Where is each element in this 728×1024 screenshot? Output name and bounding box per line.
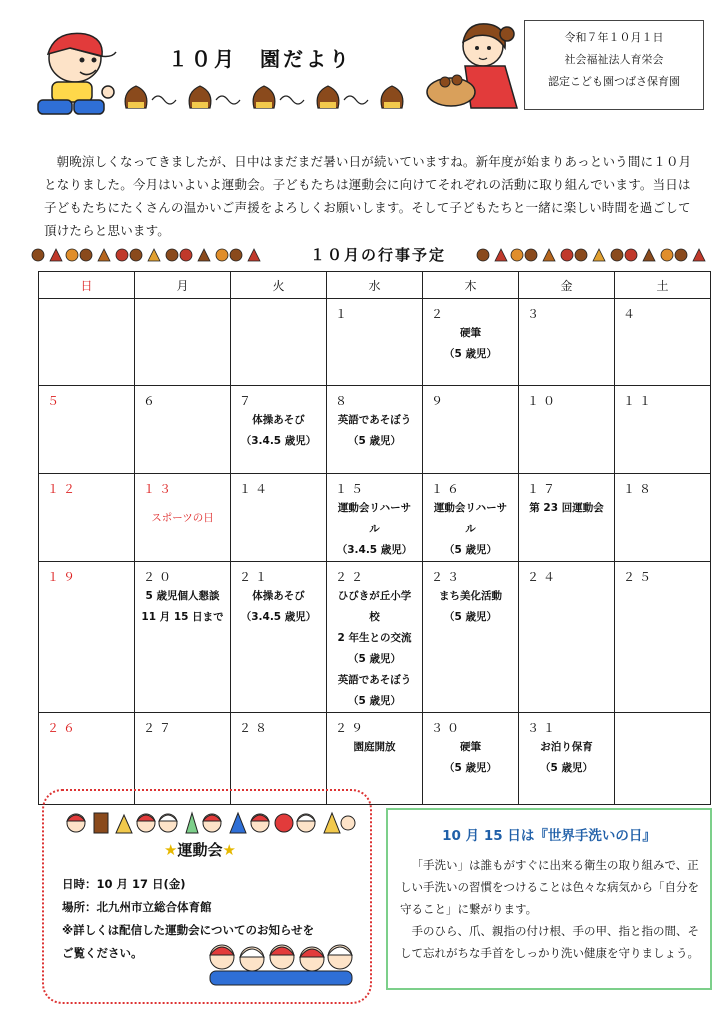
event-text (429, 498, 518, 561)
calendar-cell-day-18 (615, 474, 711, 562)
event-text (429, 737, 518, 779)
event-line: 2 年生との交流 (337, 632, 412, 644)
handwashing-paragraph-2: 手のひら、爪、親指の付け根、手の甲、指と指の間、そして忘れがちな手首をしっかり洗い健康を守りましょう。 (400, 924, 699, 960)
newsletter-title: １０月 園だより (168, 47, 352, 71)
event-text (525, 498, 614, 519)
event-line: まち美化活動 (439, 590, 502, 602)
calendar-cell-day-23 (423, 562, 519, 713)
day-number: ８ (335, 394, 352, 408)
day-number: ４ (623, 307, 640, 321)
star-icon: ★ (164, 841, 178, 859)
day-number: １１ (623, 394, 656, 408)
day-number: ３１ (527, 721, 560, 735)
calendar-cell-day-14 (231, 474, 327, 562)
day-number: ２ (431, 307, 448, 321)
calendar-week-2 (39, 386, 711, 474)
weekday-mon: 月 (135, 272, 231, 299)
event-line: 体操あそび (252, 590, 305, 602)
calendar-cell-day-15 (327, 474, 423, 562)
day-number: １０ (527, 394, 560, 408)
event-line: 硬筆 (460, 327, 481, 339)
calendar-cell-day-17 (519, 474, 615, 562)
day-number: ２０ (143, 570, 176, 584)
calendar-week-4 (39, 562, 711, 713)
weekday-header-row (39, 272, 711, 299)
day-number: ５ (47, 394, 64, 408)
event-text (333, 498, 422, 561)
calendar-cell-day-7 (231, 386, 327, 474)
day-number: ６ (143, 394, 160, 408)
schedule-header (30, 242, 710, 268)
day-number: １６ (431, 482, 464, 496)
weekday-sun: 日 (39, 272, 135, 299)
event-line: 体操あそび (252, 414, 305, 426)
autumn-decoration-left (30, 246, 270, 264)
calendar-cell-day-8 (327, 386, 423, 474)
calendar-cell-day-20 (135, 562, 231, 713)
day-number: １２ (47, 482, 80, 496)
event-line: 硬筆 (460, 741, 481, 753)
issuer-info-box (524, 20, 704, 110)
calendar-cell-empty (135, 299, 231, 386)
calendar-cell-day-12 (39, 474, 135, 562)
sports-day-note: ※詳しくは配信した運動会についてのお知らせを (62, 923, 315, 937)
event-text (333, 737, 422, 758)
event-text (237, 586, 326, 628)
event-text (333, 410, 422, 452)
day-number: ２９ (335, 721, 368, 735)
calendar-cell-day-1 (327, 299, 423, 386)
intro-paragraph: 朝晩涼しくなってきましたが、日中はまだまだ暑い日が続いていますね。新年度が始まりあっという間に１０月となりました。今月はいよいよ運動会。子どもたちは運動会に向けてそれぞれの活動に取り組んでいます。当日は子どもたちにたくさんの温かいご声援をよろしくお願いします。そして子どもたちと一緒に楽しい時間を過ごして頂けたらと思います。 (44, 154, 692, 238)
event-line: （5 歳児） (348, 695, 401, 707)
calendar-cell-day-3 (519, 299, 615, 386)
weekday-tue: 火 (231, 272, 327, 299)
calendar-cell-day-30 (423, 713, 519, 805)
event-text (333, 586, 422, 712)
handwashing-body (400, 854, 702, 964)
event-line: 11 月 15 日まで (141, 611, 224, 623)
calendar-cell-empty (39, 299, 135, 386)
day-number: １３ (143, 482, 176, 496)
calendar-cell-day-24 (519, 562, 615, 713)
organization-name: 社会福祉法人育栄会 (564, 53, 664, 66)
event-line: 英語であそぼう (337, 414, 412, 426)
day-number: ２３ (431, 570, 464, 584)
autumn-decoration-right (475, 246, 715, 264)
day-number: ７ (239, 394, 256, 408)
calendar-cell-day-5 (39, 386, 135, 474)
calendar-cell-empty (231, 299, 327, 386)
weekday-fri: 金 (519, 272, 615, 299)
event-line: （5 歳児） (348, 653, 401, 665)
event-line: 運動会リハーサル (433, 502, 508, 535)
day-number: １４ (239, 482, 272, 496)
day-number: １８ (623, 482, 656, 496)
schedule-title: １０月の行事予定 (310, 246, 447, 264)
event-text (429, 586, 518, 628)
calendar-cell-day-10 (519, 386, 615, 474)
calendar-cell-day-6 (135, 386, 231, 474)
october-calendar (38, 271, 711, 805)
event-line: （5 歳児） (540, 762, 593, 774)
girl-with-basket-illustration (425, 20, 525, 112)
event-line: お泊り保育 (540, 741, 593, 753)
event-line: ひびきが丘小学校 (337, 590, 412, 623)
event-line: 5 歳児個人懇談 (145, 590, 220, 602)
event-line: 第 23 回運動会 (529, 502, 604, 514)
event-line: （5 歳児） (444, 348, 497, 360)
calendar-cell-day-4 (615, 299, 711, 386)
calendar-cell-day-13 (135, 474, 231, 562)
kids-relay-illustration (206, 937, 356, 989)
event-text (429, 323, 518, 365)
event-text (237, 410, 326, 452)
event-line: （5 歳児） (444, 762, 497, 774)
calendar-cell-day-19 (39, 562, 135, 713)
handwashing-paragraph-1: 「手洗い」は誰もがすぐに出来る衛生の取り組みで、正しい手洗いの習慣をつけることは色々な病気から「自分を守ること」に繋がります。 (400, 858, 699, 916)
event-line: （3.4.5 歳児） (336, 544, 413, 556)
issue-date: 令和７年１０月１日 (564, 31, 664, 44)
event-line: スポーツの日 (151, 512, 214, 524)
sports-day-box (42, 789, 372, 1004)
weekday-thu: 木 (423, 272, 519, 299)
event-line: 運動会リハーサル (337, 502, 412, 535)
event-line: 英語であそぼう (337, 674, 412, 686)
day-number: ２７ (143, 721, 176, 735)
sports-day-place: 場所：北九州市立総合体育館 (62, 900, 212, 914)
event-line: （3.4.5 歳児） (240, 435, 317, 447)
sports-day-date: 日時：10 月 17 日(金) (62, 877, 186, 891)
star-icon: ★ (222, 841, 236, 859)
kids-row-illustration (66, 807, 356, 837)
calendar-week-1 (39, 299, 711, 386)
event-line: （5 歳児） (444, 544, 497, 556)
day-number: ２４ (527, 570, 560, 584)
boy-illustration (30, 26, 120, 121)
day-number: ９ (431, 394, 448, 408)
calendar-cell-day-11 (615, 386, 711, 474)
sports-day-note-cont: ご覧ください。 (62, 946, 143, 960)
day-number: ２２ (335, 570, 368, 584)
day-number: ３０ (431, 721, 464, 735)
holiday-text (141, 508, 230, 529)
sports-day-title (164, 839, 236, 860)
handwashing-title: 10 月 15 日は『世界手洗いの日』 (442, 828, 656, 844)
calendar-cell-day-16 (423, 474, 519, 562)
day-number: ２６ (47, 721, 80, 735)
event-line: 園庭開放 (353, 741, 396, 753)
event-line: （5 歳児） (444, 611, 497, 623)
calendar-cell-day-22 (327, 562, 423, 713)
weekday-wed: 水 (327, 272, 423, 299)
calendar-cell-day-25 (615, 562, 711, 713)
calendar-cell-day-31 (519, 713, 615, 805)
day-number: １７ (527, 482, 560, 496)
calendar-cell-day-21 (231, 562, 327, 713)
event-text (525, 737, 614, 779)
sports-day-heading: 運動会 (177, 841, 223, 859)
school-name: 認定こども園つばさ保育園 (548, 75, 680, 88)
day-number: １５ (335, 482, 368, 496)
event-line: （3.4.5 歳児） (240, 611, 317, 623)
day-number: ３ (527, 307, 544, 321)
calendar-cell-day-9 (423, 386, 519, 474)
day-number: ２５ (623, 570, 656, 584)
day-number: ２１ (239, 570, 272, 584)
calendar-cell-day-2 (423, 299, 519, 386)
event-text (141, 586, 230, 628)
day-number: ２８ (239, 721, 272, 735)
handwashing-day-box (386, 808, 712, 990)
calendar-week-3 (39, 474, 711, 562)
calendar-cell-empty (615, 713, 711, 805)
day-number: １９ (47, 570, 80, 584)
day-number: １ (335, 307, 352, 321)
chestnut-decoration (118, 78, 418, 118)
event-line: （5 歳児） (348, 435, 401, 447)
weekday-sat: 土 (615, 272, 711, 299)
